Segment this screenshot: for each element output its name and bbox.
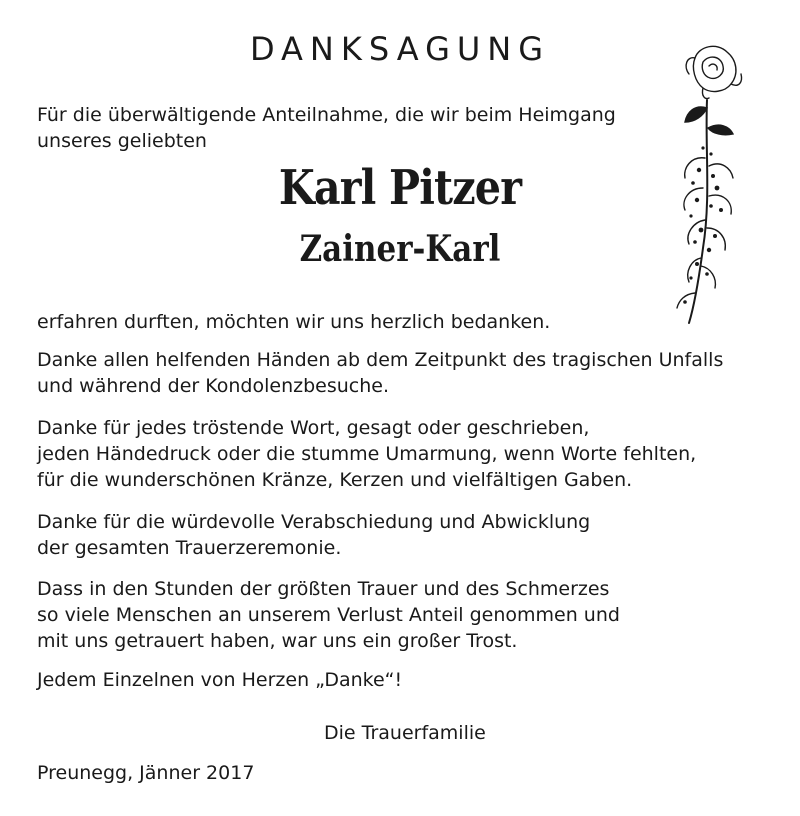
- signature: Die Trauerfamilie: [324, 722, 486, 744]
- paragraph-line: Danke für jedes tröstende Wort, gesagt oder geschrieben,: [37, 417, 590, 439]
- intro-line: Für die überwältigende Anteilnahme, die wir beim Heimgang: [37, 104, 616, 126]
- paragraph-line: mit uns getrauert haben, war uns ein großer Trost.: [37, 630, 518, 652]
- paragraph-line: Jedem Einzelnen von Herzen „Danke“!: [37, 669, 403, 691]
- paragraph-line: jeden Händedruck oder die stumme Umarmung, wenn Worte fehlten,: [37, 443, 697, 465]
- paragraph-line: erfahren durften, möchten wir uns herzlich bedanken.: [37, 311, 551, 333]
- rose-icon: [655, 38, 755, 328]
- place-date: Preunegg, Jänner 2017: [37, 762, 255, 784]
- paragraph: [37, 576, 620, 654]
- paragraph: [37, 667, 402, 693]
- paragraph-line: so viele Menschen an unserem Verlust Anteil genommen und: [37, 604, 620, 626]
- deceased-name: Karl Pitzer: [278, 160, 522, 216]
- paragraph-line: Danke allen helfenden Händen ab dem Zeitpunkt des tragischen Unfalls: [37, 349, 724, 371]
- intro-line: unseres geliebten: [37, 130, 207, 152]
- paragraph-line: Dass in den Stunden der größten Trauer und des Schmerzes: [37, 578, 610, 600]
- deceased-nickname: Zainer-Karl: [299, 228, 501, 270]
- paragraph-line: und während der Kondolenzbesuche.: [37, 375, 389, 397]
- intro-text: [37, 102, 616, 154]
- paragraph: [37, 309, 550, 335]
- paragraph-line: der gesamten Trauerzeremonie.: [37, 537, 342, 559]
- paragraph: [37, 509, 590, 561]
- paragraph-line: Danke für die würdevolle Verabschiedung und Abwicklung: [37, 511, 591, 533]
- heading: DANKSAGUNG: [249, 30, 551, 68]
- paragraph: [37, 415, 696, 493]
- paragraph: [37, 347, 723, 399]
- paragraph-line: für die wunderschönen Kränze, Kerzen und vielfältigen Gaben.: [37, 469, 633, 491]
